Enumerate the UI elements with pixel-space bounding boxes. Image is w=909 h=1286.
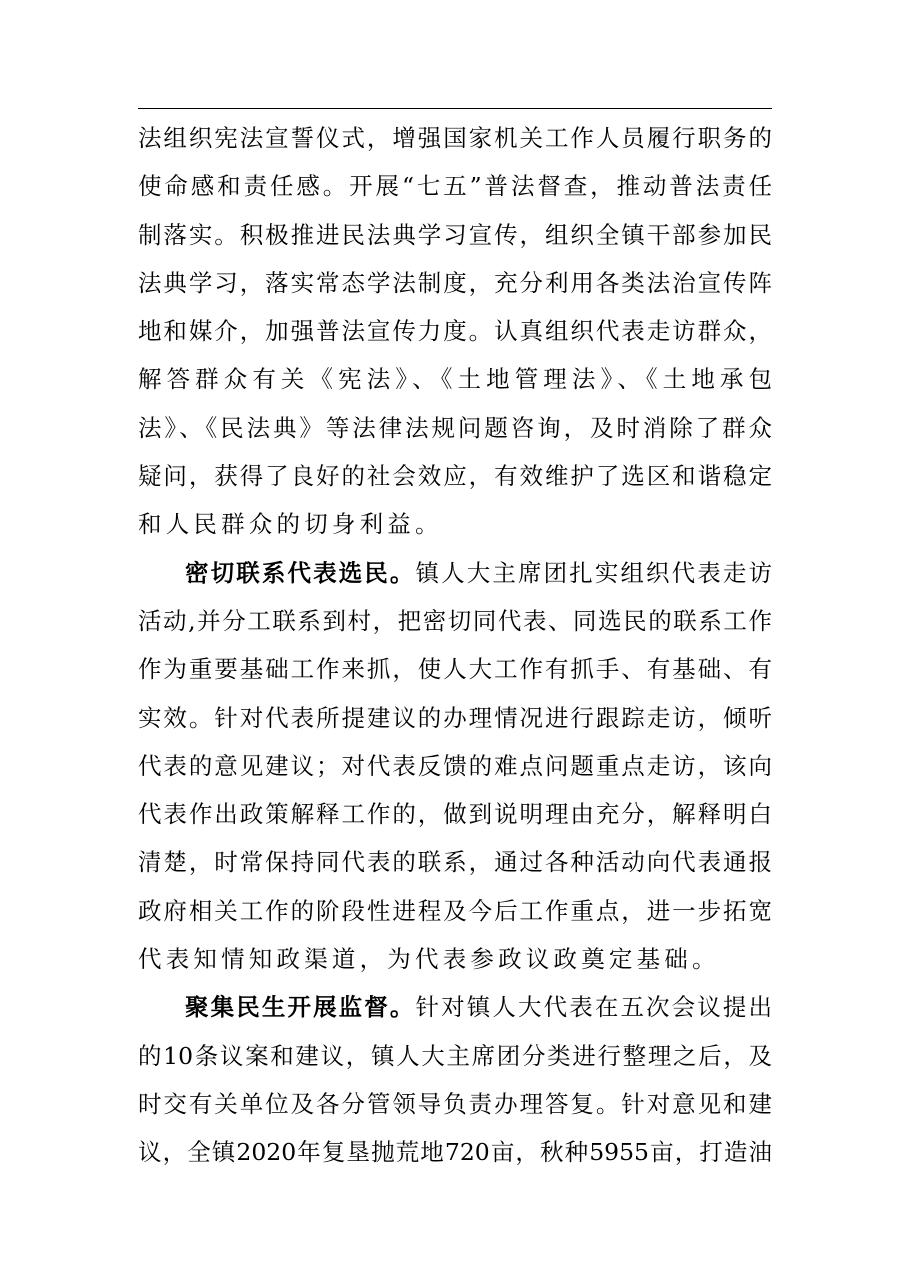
paragraph-heading: 聚集民生开展监督。 — [185, 993, 416, 1022]
text-line: 疑问，获得了良好的社会效应，有效维护了选区和谐稳定 — [138, 462, 772, 491]
text-line: 代表的意见建议；对代表反馈的难点问题重点走访，该向 — [138, 751, 772, 780]
text-line: 活动,并分工联系到村，把密切同代表、同选民的联系工作 — [138, 606, 772, 635]
text-line: 法组织宪法宣誓仪式，增强国家机关工作人员履行职务的 — [138, 124, 772, 152]
text-line: 政府相关工作的阶段性进程及今后工作重点，进一步拓宽 — [138, 896, 772, 925]
header-rule — [138, 108, 772, 109]
text-line: 议，全镇2020年复垦抛荒地720亩，秋种5955亩，打造油 — [138, 1138, 772, 1167]
text-line: 代表知情知政渠道，为代表参政议政奠定基础。 — [138, 945, 720, 974]
document-body — [138, 114, 772, 1177]
paragraph-heading: 密切联系代表选民。 — [185, 558, 416, 587]
text-line: 法》、《民法典》等法律法规问题咨询，及时消除了群众 — [138, 413, 772, 442]
text-line: 制落实。积极推进民法典学习宣传，组织全镇干部参加民 — [138, 220, 772, 249]
paragraph-first-line — [138, 549, 772, 597]
text-line: 时交有关单位及各分管领导负责办理答复。针对意见和建 — [138, 1089, 772, 1118]
text-line: 使命感和责任感。开展“七五”普法督查，推动普法责任 — [138, 172, 772, 201]
text-line: 解答群众有关《宪法》、《土地管理法》、《土地承包 — [138, 365, 772, 394]
text-line: 的10条议案和建议，镇人大主席团分类进行整理之后，及 — [138, 1041, 772, 1070]
text-line: 作为重要基础工作来抓，使人大工作有抓手、有基础、有 — [138, 655, 772, 684]
paragraph-text: 针对镇人大代表在五次会议提出 — [415, 993, 772, 1022]
paragraph-first-line — [138, 983, 772, 1031]
text-line: 代表作出政策解释工作的，做到说明理由充分，解释明白 — [138, 800, 772, 829]
text-line: 法典学习，落实常态学法制度，充分利用各类法治宣传阵 — [138, 268, 772, 297]
text-line: 实效。针对代表所提建议的办理情况进行跟踪走访，倾听 — [138, 703, 772, 732]
text-line: 和人民群众的切身利益。 — [138, 510, 443, 539]
text-line: 清楚，时常保持同代表的联系，通过各种活动向代表通报 — [138, 848, 772, 877]
text-line: 地和媒介，加强普法宣传力度。认真组织代表走访群众， — [138, 317, 772, 346]
paragraph-text: 镇人大主席团扎实组织代表走访 — [415, 558, 772, 587]
